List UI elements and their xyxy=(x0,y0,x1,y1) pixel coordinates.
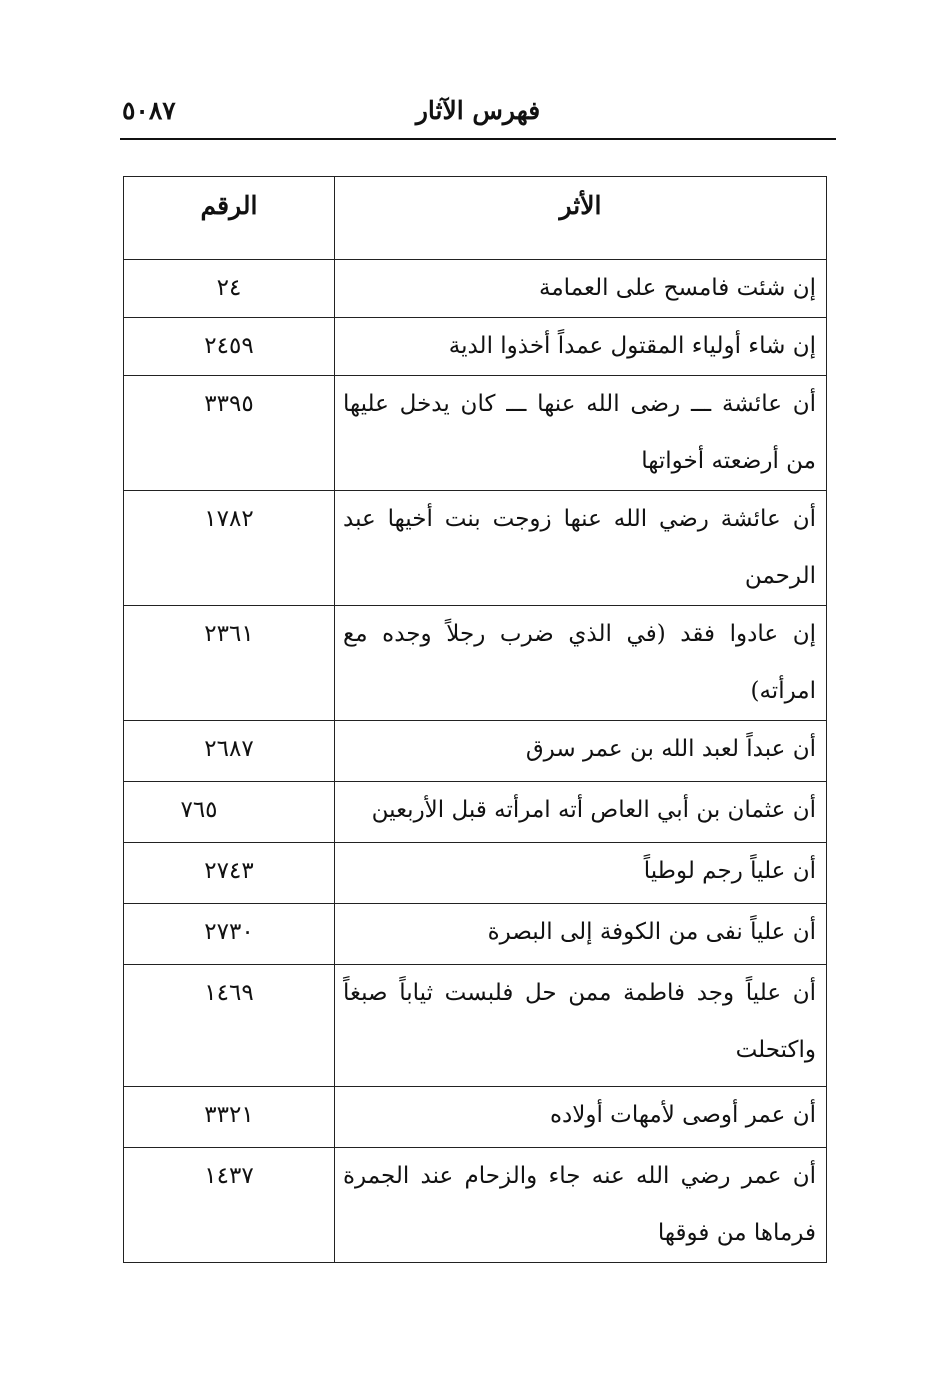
athar-text: أن عائشة ـــ رضى الله عنها ـــ كان يدخل عليها من أرضعته أخواتها xyxy=(335,376,827,491)
athar-number: ٣٣٢١ xyxy=(124,1087,335,1148)
column-header-number: الرقم xyxy=(124,177,335,260)
athar-number: ٣٣٩٥ xyxy=(124,376,335,491)
table-row xyxy=(124,1087,827,1148)
athar-index-table xyxy=(123,176,827,1263)
page-number: ٥٠٨٧ xyxy=(122,96,176,125)
athar-number: ١٧٨٢ xyxy=(124,491,335,606)
table-row xyxy=(124,782,827,843)
table-row xyxy=(124,721,827,782)
table-row xyxy=(124,606,827,721)
athar-text: أن عائشة رضي الله عنها زوجت بنت أخيها عبد الرحمن xyxy=(335,491,827,606)
athar-text: أن عبداً لعبد الله بن عمر سرق xyxy=(335,721,827,782)
athar-text: أن علياً نفى من الكوفة إلى البصرة xyxy=(335,904,827,965)
athar-number: ١٤٣٧ xyxy=(124,1148,335,1263)
table-row xyxy=(124,904,827,965)
athar-number: ٢٣٦١ xyxy=(124,606,335,721)
table-row xyxy=(124,965,827,1087)
table-row xyxy=(124,843,827,904)
page-title: فهرس الآثار xyxy=(415,96,541,125)
table-row xyxy=(124,1148,827,1263)
table-row xyxy=(124,491,827,606)
athar-text: إن شاء أولياء المقتول عمداً أخذوا الدية xyxy=(335,318,827,376)
table-header-row xyxy=(124,177,827,260)
athar-number: ٢٤ xyxy=(124,260,335,318)
athar-text: أن عمر أوصى لأمهات أولاده xyxy=(335,1087,827,1148)
column-header-athar: الأثر xyxy=(335,177,827,260)
table-row xyxy=(124,318,827,376)
athar-text: أن عمر رضي الله عنه جاء والزحام عند الجمرة فرماها من فوقها xyxy=(335,1148,827,1263)
athar-text: إن عادوا فقد (في الذي ضرب رجلاً وجده مع امرأته) xyxy=(335,606,827,721)
athar-number: ١٤٦٩ xyxy=(124,965,335,1087)
athar-number: ٢٧٤٣ xyxy=(124,843,335,904)
athar-number: ٢٤٥٩ xyxy=(124,318,335,376)
page-header xyxy=(120,90,836,140)
table-row xyxy=(124,376,827,491)
athar-text: أن عثمان بن أبي العاص أته امرأته قبل الأربعين xyxy=(335,782,827,843)
athar-text: أن علياً وجد فاطمة ممن حل فلبست ثياباً صبغاً واكتحلت xyxy=(335,965,827,1087)
athar-number: ٢٧٣٠ xyxy=(124,904,335,965)
athar-number: ٧٦٥ xyxy=(124,782,335,843)
athar-number: ٢٦٨٧ xyxy=(124,721,335,782)
athar-text: إن شئت فامسح على العمامة xyxy=(335,260,827,318)
athar-text: أن علياً رجم لوطياً xyxy=(335,843,827,904)
table-row xyxy=(124,260,827,318)
